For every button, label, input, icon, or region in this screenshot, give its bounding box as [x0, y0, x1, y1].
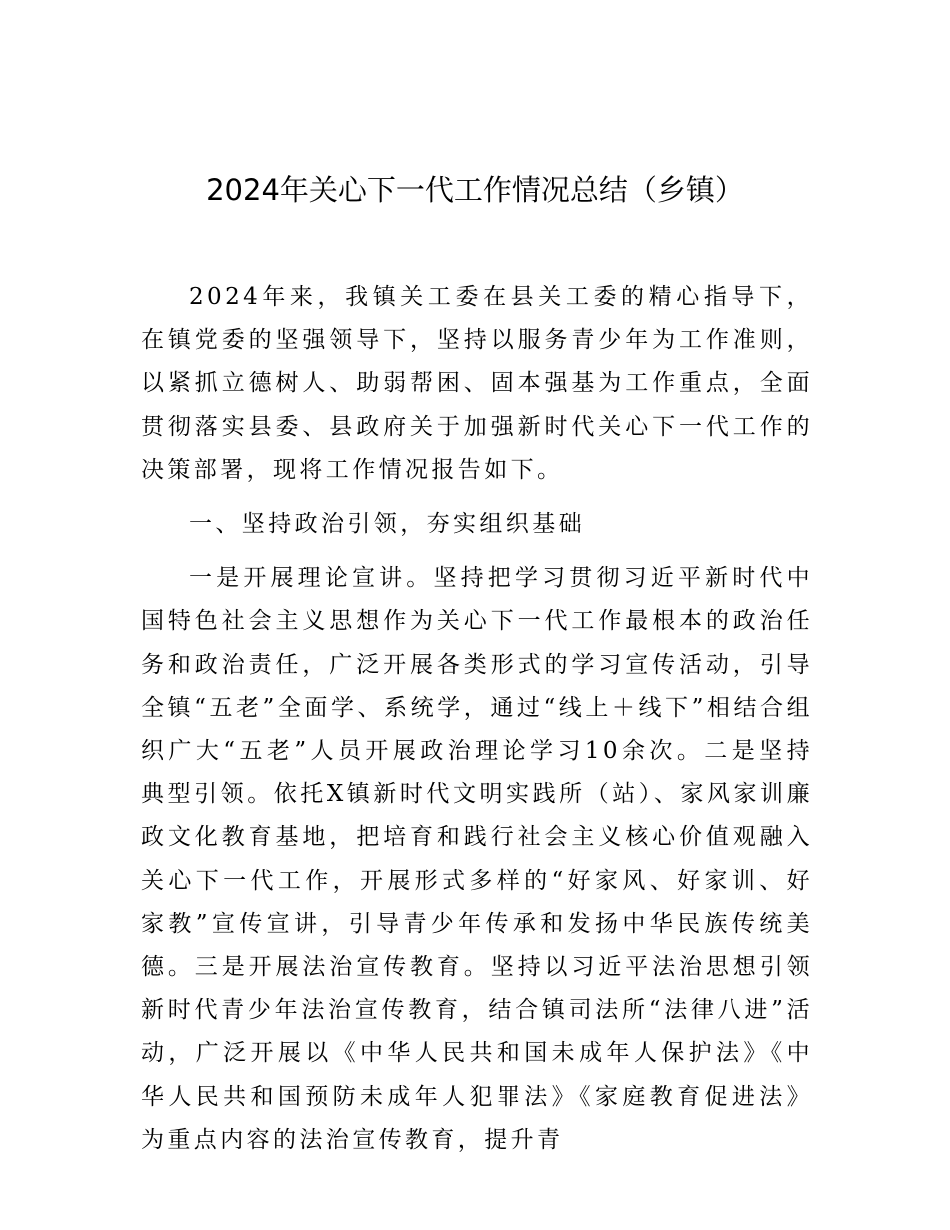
intro-paragraph: 2024年来，我镇关工委在县关工委的精心指导下，在镇党委的坚强领导下，坚持以服务青少年为工作准则，以紧抓立德树人、助弱帮困、固本强基为工作重点，全面贯彻落实县委、县政府关于加强新时代关心下一代工作的决策部署，现将工作情况报告如下。: [141, 284, 813, 483]
section-1-paragraph: 一是开展理论宣讲。坚持把学习贯彻习近平新时代中国特色社会主义思想作为关心下一代工作最根本的政治任务和政治责任，广泛开展各类形式的学习宣传活动，引导全镇“五老”全面学、系统学，通过“线上＋线下”相结合组织广大“五老”人员开展政治理论学习10余次。二是坚持典型引领。依托X镇新时代文明实践所（站）、家风家训廉政文化教育基地，把培育和践行社会主义核心价值观融入关心下一代工作，开展形式多样的“好家风、好家训、好家教”宣传宣讲，引导青少年传承和发扬中华民族传统美德。三是开展法治宣传教育。坚持以习近平法治思想引领新时代青少年法治宣传教育，结合镇司法所“法律八进”活动，广泛开展以《中华人民共和国未成年人保护法》《中华人民共和国预防未成年人犯罪法》《家庭教育促进法》为重点内容的法治宣传教育，提升青: [141, 565, 813, 1153]
section-heading-1: 一、坚持政治引领，夯实组织基础: [189, 511, 585, 538]
document-title: 2024年关心下一代工作情况总结（乡镇）: [206, 173, 744, 207]
document-body: [141, 276, 813, 1162]
